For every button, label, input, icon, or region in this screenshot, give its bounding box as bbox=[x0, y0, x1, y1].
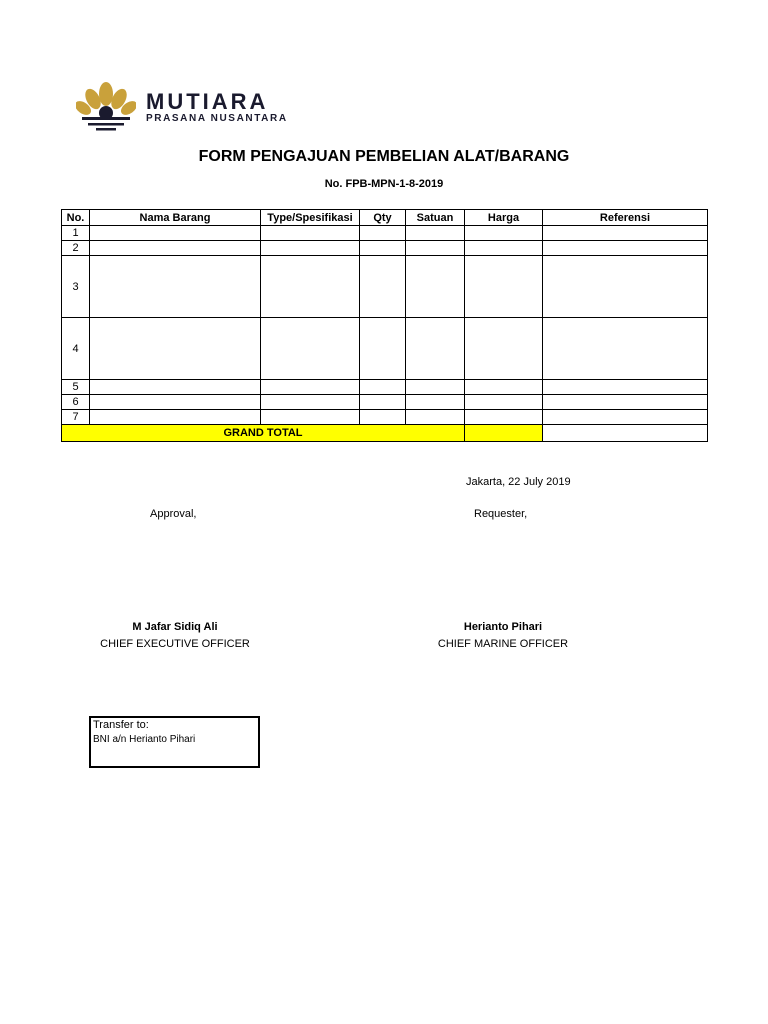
pearl-shell-icon bbox=[76, 80, 136, 136]
cell-type-spesifikasi[interactable] bbox=[261, 380, 360, 395]
cell-referensi[interactable] bbox=[543, 241, 708, 256]
table-header-row bbox=[62, 210, 708, 226]
items-table bbox=[61, 209, 708, 442]
logo-subtitle: PRASANA NUSANTARA bbox=[146, 113, 288, 124]
row-number: 4 bbox=[62, 318, 90, 380]
cell-referensi[interactable] bbox=[543, 226, 708, 241]
grand-total-value[interactable] bbox=[465, 425, 543, 442]
row-number: 7 bbox=[62, 410, 90, 425]
cell-qty[interactable] bbox=[360, 256, 406, 318]
cell-satuan[interactable] bbox=[406, 226, 465, 241]
header-harga: Harga bbox=[465, 210, 543, 226]
cell-harga[interactable] bbox=[465, 226, 543, 241]
cell-harga[interactable] bbox=[465, 395, 543, 410]
cell-nama-barang[interactable] bbox=[90, 395, 261, 410]
cell-harga[interactable] bbox=[465, 318, 543, 380]
row-number: 1 bbox=[62, 226, 90, 241]
cell-satuan[interactable] bbox=[406, 256, 465, 318]
cell-nama-barang[interactable] bbox=[90, 226, 261, 241]
cell-nama-barang[interactable] bbox=[90, 380, 261, 395]
company-logo bbox=[76, 80, 296, 136]
cell-nama-barang[interactable] bbox=[90, 256, 261, 318]
cell-nama-barang[interactable] bbox=[90, 318, 261, 380]
requester-position: CHIEF MARINE OFFICER bbox=[437, 638, 569, 650]
cell-satuan[interactable] bbox=[406, 410, 465, 425]
transfer-box bbox=[89, 716, 260, 768]
transfer-label: Transfer to: bbox=[93, 719, 149, 731]
header-satuan: Satuan bbox=[406, 210, 465, 226]
grand-total-label: GRAND TOTAL bbox=[62, 425, 465, 442]
requester-label: Requester, bbox=[474, 508, 528, 520]
header-referensi: Referensi bbox=[543, 210, 708, 226]
cell-satuan[interactable] bbox=[406, 241, 465, 256]
cell-qty[interactable] bbox=[360, 380, 406, 395]
cell-referensi[interactable] bbox=[543, 380, 708, 395]
cell-satuan[interactable] bbox=[406, 395, 465, 410]
grand-total-reference[interactable] bbox=[543, 425, 708, 442]
form-number: No. FPB-MPN-1-8-2019 bbox=[324, 178, 444, 190]
cell-qty[interactable] bbox=[360, 241, 406, 256]
header-qty: Qty bbox=[360, 210, 406, 226]
cell-qty[interactable] bbox=[360, 318, 406, 380]
place-date: Jakarta, 22 July 2019 bbox=[466, 476, 571, 488]
requester-name: Herianto Pihari bbox=[463, 621, 543, 633]
cell-type-spesifikasi[interactable] bbox=[261, 410, 360, 425]
cell-type-spesifikasi[interactable] bbox=[261, 241, 360, 256]
table-row bbox=[62, 256, 708, 318]
cell-referensi[interactable] bbox=[543, 256, 708, 318]
header-type-spesifikasi: Type/Spesifikasi bbox=[261, 210, 360, 226]
approval-label: Approval, bbox=[150, 508, 197, 520]
row-number: 2 bbox=[62, 241, 90, 256]
cell-harga[interactable] bbox=[465, 410, 543, 425]
cell-harga[interactable] bbox=[465, 380, 543, 395]
row-number: 6 bbox=[62, 395, 90, 410]
cell-qty[interactable] bbox=[360, 226, 406, 241]
approver-name: M Jafar Sidiq Ali bbox=[132, 621, 218, 633]
row-number: 5 bbox=[62, 380, 90, 395]
row-number: 3 bbox=[62, 256, 90, 318]
cell-harga[interactable] bbox=[465, 256, 543, 318]
logo-name: MUTIARA bbox=[146, 89, 269, 114]
table-row bbox=[62, 410, 708, 425]
cell-referensi[interactable] bbox=[543, 410, 708, 425]
grand-total-row bbox=[62, 425, 708, 442]
cell-qty[interactable] bbox=[360, 395, 406, 410]
cell-type-spesifikasi[interactable] bbox=[261, 226, 360, 241]
cell-referensi[interactable] bbox=[543, 395, 708, 410]
cell-satuan[interactable] bbox=[406, 318, 465, 380]
cell-type-spesifikasi[interactable] bbox=[261, 256, 360, 318]
table-body bbox=[62, 226, 708, 425]
cell-qty[interactable] bbox=[360, 410, 406, 425]
table-row bbox=[62, 380, 708, 395]
cell-harga[interactable] bbox=[465, 241, 543, 256]
cell-nama-barang[interactable] bbox=[90, 241, 261, 256]
header-nama-barang: Nama Barang bbox=[90, 210, 261, 226]
transfer-account: BNI a/n Herianto Pihari bbox=[93, 734, 196, 745]
approver-position: CHIEF EXECUTIVE OFFICER bbox=[100, 638, 250, 650]
cell-type-spesifikasi[interactable] bbox=[261, 395, 360, 410]
table-row bbox=[62, 318, 708, 380]
cell-type-spesifikasi[interactable] bbox=[261, 318, 360, 380]
form-title: FORM PENGAJUAN PEMBELIAN ALAT/BARANG bbox=[198, 148, 570, 165]
cell-nama-barang[interactable] bbox=[90, 410, 261, 425]
cell-satuan[interactable] bbox=[406, 380, 465, 395]
cell-referensi[interactable] bbox=[543, 318, 708, 380]
table-row bbox=[62, 241, 708, 256]
table-row bbox=[62, 226, 708, 241]
header-no: No. bbox=[62, 210, 90, 226]
table-row bbox=[62, 395, 708, 410]
